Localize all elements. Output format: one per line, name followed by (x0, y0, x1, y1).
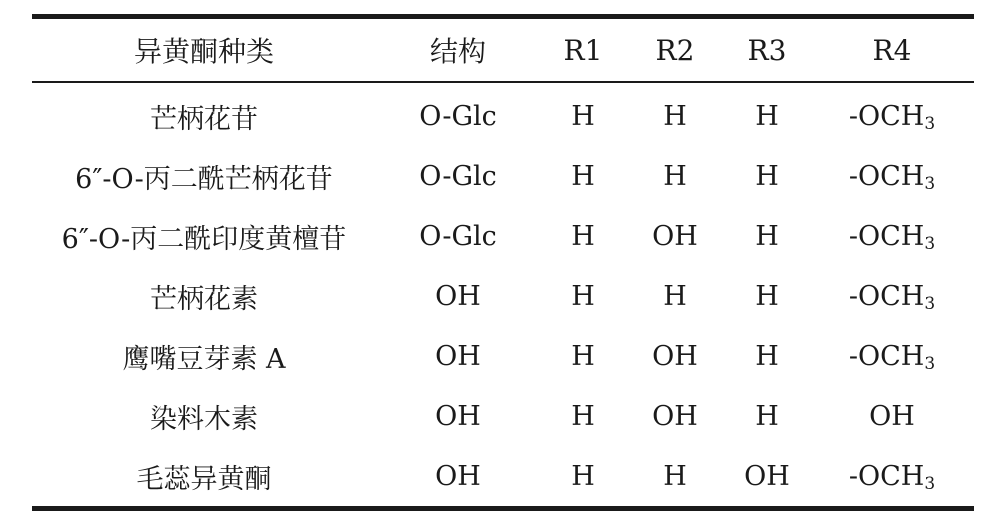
cell-r3: H (755, 340, 779, 372)
table-row (32, 82, 974, 146)
header-r3: R3 (747, 33, 787, 67)
cell-r2: OH (652, 400, 698, 432)
cell-structure: OH (435, 460, 481, 492)
cell-r4: $-OCH_3$ (848, 280, 936, 314)
cell-structure: O-Glc (419, 220, 497, 252)
cell-r1: H (571, 400, 595, 432)
header-r4: R4 (872, 33, 912, 67)
cell-r4: OH (869, 400, 915, 432)
cell-isoflavone-type: 毛蕊异黄酮 (136, 463, 272, 495)
cell-isoflavone-type: 芒柄花苷 (150, 103, 258, 135)
cell-r4: $-OCH_3$ (848, 100, 936, 134)
cell-r3: H (755, 400, 779, 432)
cell-r1: H (571, 100, 595, 132)
table-body (32, 82, 974, 509)
cell-structure: O-Glc (419, 100, 497, 132)
cell-isoflavone-type: 6″-O-丙二酰印度黄檀苷 (61, 223, 347, 255)
cell-structure: OH (435, 400, 481, 432)
table-row (32, 326, 974, 386)
cell-r2: OH (652, 220, 698, 252)
isoflavone-table (32, 14, 974, 511)
header-r1: R1 (563, 33, 603, 67)
cell-r3: H (755, 280, 779, 312)
table-row (32, 266, 974, 326)
cell-r1: H (571, 160, 595, 192)
header-r2: R2 (655, 33, 695, 67)
table-header (32, 17, 974, 83)
cell-r1: H (571, 340, 595, 372)
table-row (32, 206, 974, 266)
cell-r2: H (663, 100, 687, 132)
cell-r2: H (663, 460, 687, 492)
cell-isoflavone-type: 6″-O-丙二酰芒柄花苷 (75, 163, 333, 195)
cell-r1: H (571, 460, 595, 492)
cell-isoflavone-type: 鹰嘴豆芽素 A (122, 343, 286, 375)
cell-r2: H (663, 160, 687, 192)
cell-r4: $-OCH_3$ (848, 160, 936, 194)
cell-r1: H (571, 280, 595, 312)
cell-r2: OH (652, 340, 698, 372)
cell-structure: OH (435, 280, 481, 312)
cell-isoflavone-type: 染料木素 (150, 403, 258, 435)
cell-structure: OH (435, 340, 481, 372)
cell-isoflavone-type: 芒柄花素 (150, 283, 258, 315)
cell-r2: H (663, 280, 687, 312)
table-row (32, 386, 974, 446)
cell-r4: $-OCH_3$ (848, 460, 936, 494)
cell-r1: H (571, 220, 595, 252)
header-structure: 结构 (429, 35, 486, 68)
cell-r3: H (755, 160, 779, 192)
cell-structure: O-Glc (419, 160, 497, 192)
header-isoflavone-type: 异黄酮种类 (133, 35, 274, 68)
table-row (32, 446, 974, 509)
cell-r3: OH (744, 460, 790, 492)
header-row (32, 17, 974, 83)
cell-r3: H (755, 220, 779, 252)
cell-r4: $-OCH_3$ (848, 220, 936, 254)
table-row (32, 146, 974, 206)
cell-r3: H (755, 100, 779, 132)
cell-r4: $-OCH_3$ (848, 340, 936, 374)
isoflavone-table-container (32, 14, 974, 511)
